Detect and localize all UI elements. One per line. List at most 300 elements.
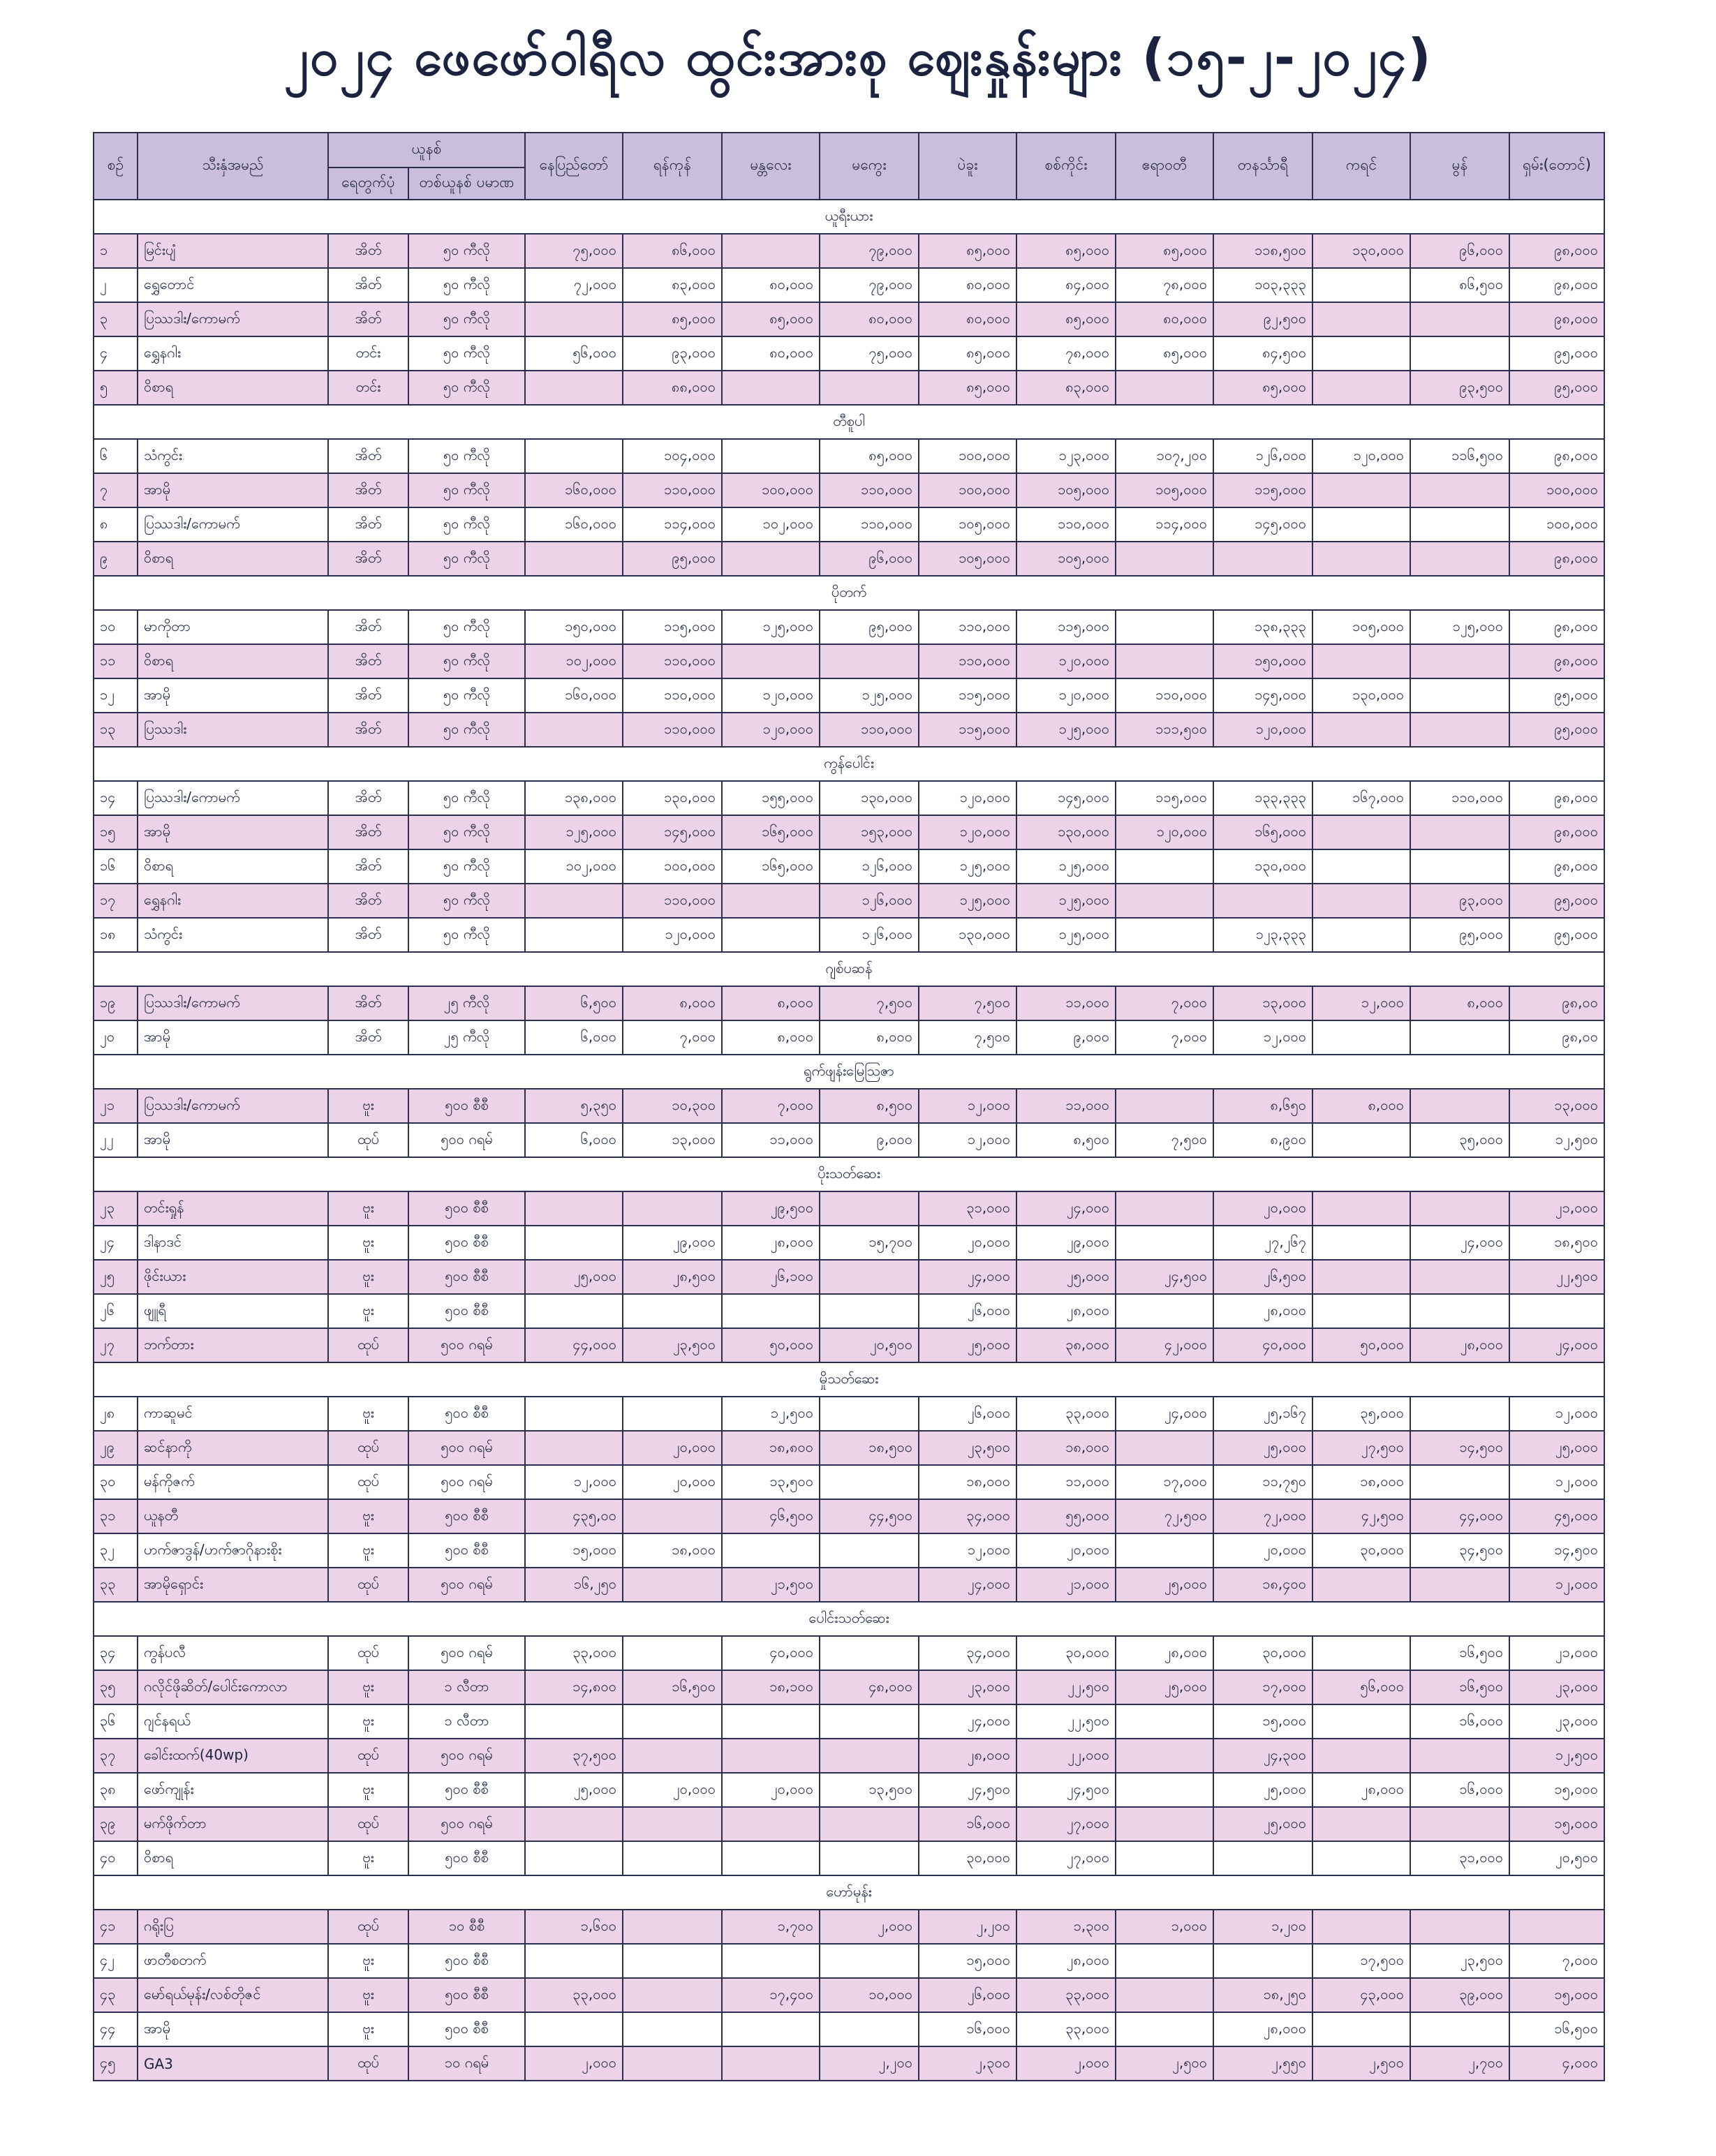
price-cell: ၁၄၅,၀၀၀ [623,815,722,849]
price-cell: ၃၀,၀၀၀ [1213,1636,1312,1670]
price-cell: ၃၇,၅၀၀ [525,1739,623,1773]
price-cell: ၂,၀၀၀ [1016,2046,1116,2081]
header-pack-type: ရေတွက်ပုံ [328,168,408,200]
pack-size: ၅၀ ကီလို [408,542,525,576]
price-cell: ၁၃,၅၀၀ [722,1465,820,1499]
price-cell: ၁၅,၀၀၀ [1509,1773,1604,1807]
price-cell: ၁၁၀,၀၀၀ [623,713,722,747]
row-number: ၄၄ [94,2012,138,2046]
price-cell [525,884,623,918]
price-cell [722,2046,820,2081]
price-cell [820,1944,919,1978]
price-cell [1116,371,1213,405]
price-cell: ၇,၀၀၀ [1116,986,1213,1020]
price-cell: ၉၃,၀၀၀ [623,336,722,371]
price-cell: ၈၆,၀၀၀ [623,234,722,268]
item-name: ဖာတီစတက် [138,1944,328,1978]
price-cell: ၂၀,၅၀၀ [820,1328,919,1362]
category-label: ရွက်ဖျန်းမြေဩဇာ [94,1055,1604,1089]
price-cell: ၆,၀၀၀ [525,1123,623,1157]
price-cell: ၁၁,၀၀၀ [722,1123,820,1157]
price-cell: ၂၃,၅၀၀ [919,1431,1016,1465]
price-cell: ၁၂,၀၀၀ [1509,1397,1604,1431]
header-market: ရန်ကုန် [623,133,722,200]
price-cell [623,2012,722,2046]
price-cell [623,1978,722,2012]
price-cell: ၁၅,၀၀၀ [1509,1978,1604,2012]
price-cell: ၂၅,၀၀၀ [1116,1670,1213,1704]
price-cell: ၁၁၀,၀၀၀ [820,507,919,542]
price-cell: ၁၂၅,၀၀၀ [919,849,1016,884]
row-number: ၁၉ [94,986,138,1020]
price-cell: ၁၈,၀၀၀ [623,1533,722,1568]
item-name: ခေါင်းထက်(40wp) [138,1739,328,1773]
price-cell: ၁၀၄,၀၀၀ [623,439,722,473]
row-number: ၁၄ [94,781,138,815]
price-cell: ၁၁၈,၅၀၀ [1213,234,1312,268]
price-cell [1116,1978,1213,2012]
price-cell: ၁၂၃,၃၃၃ [1213,918,1312,952]
row-number: ၉ [94,542,138,576]
price-cell: ၂၈,၀၀၀ [1016,1294,1116,1328]
category-row [94,747,1604,781]
price-cell: ၉၅,၀၀၀ [1509,884,1604,918]
price-cell [1410,1020,1509,1055]
item-name: GA3 [138,2046,328,2081]
price-cell: ၁၂၅,၀၀၀ [1410,610,1509,644]
price-cell: ၁၈,၁၀၀ [722,1670,820,1704]
price-cell: ၂၈,၀၀၀ [722,1226,820,1260]
item-name: အာမို [138,1123,328,1157]
pack-type: ဗူး [328,1841,408,1875]
item-name: ဟက်ဇာဒွန်/ဟက်ဇာဂိုနားစိုး [138,1533,328,1568]
price-cell: ၁၀၅,၀၀၀ [1116,473,1213,507]
price-cell [820,1704,919,1739]
price-cell: ၉၂,၅၀၀ [1213,302,1312,336]
price-cell: ၈,၀၀၀ [820,1020,919,1055]
price-cell: ၂၈,၀၀၀ [1116,1636,1213,1670]
item-name: ရွှေနဂါး [138,884,328,918]
price-cell: ၂၃,၀၀၀ [1509,1670,1604,1704]
price-cell: ၈,၀၀၀ [722,986,820,1020]
price-cell [1116,2012,1213,2046]
price-cell: ၁၂၀,၀၀၀ [722,678,820,713]
price-cell: ၉၈,၀၀၀ [1509,849,1604,884]
pack-type: တင်း [328,371,408,405]
price-cell: ၂၅,၀၀၀ [1016,1260,1116,1294]
price-cell: ၈,၀၀၀ [1410,986,1509,1020]
item-name: ဖိုင်းယား [138,1260,328,1294]
table-row [94,986,1604,1020]
price-cell [1213,542,1312,576]
table-row [94,1089,1604,1123]
item-name: မော်ရယ်မုန်း/လစ်တိုဇင် [138,1978,328,2012]
page-title: ၂၀၂၄ ဖေဖော်ဝါရီလ ထွင်းအားစု ဈေးနှုန်းများ (၁၅-၂-၂၀၂၄) [283,28,1433,87]
pack-size: ၅၀၀ စီစီ [408,1260,525,1294]
header-market: ဧရာဝတီ [1116,133,1213,200]
price-cell [525,1226,623,1260]
pack-size: ၅၀၀ စီစီ [408,1944,525,1978]
row-number: ၂၀ [94,1020,138,1055]
pack-size: ၅၀၀ စီစီ [408,1773,525,1807]
table-row [94,781,1604,815]
price-cell: ၂၈,၀၀၀ [1016,1944,1116,1978]
price-cell: ၄၂,၅၀၀ [1312,1499,1410,1533]
price-cell: ၇,၀၀၀ [1116,1020,1213,1055]
pack-type: ထုပ် [328,1465,408,1499]
pack-type: အိတ် [328,268,408,302]
row-number: ၃၃ [94,1568,138,1602]
category-row [94,1055,1604,1089]
price-cell [1410,1910,1509,1944]
item-name: ဆင်နာကို [138,1431,328,1465]
price-cell [1213,884,1312,918]
price-cell: ၁၀၀,၀၀၀ [919,439,1016,473]
pack-size: ၅၀၀ စီစီ [408,1226,525,1260]
price-cell [1410,1807,1509,1841]
price-cell [1116,918,1213,952]
row-number: ၂၇ [94,1328,138,1362]
price-cell: ၂၅,၀၀၀ [1213,1773,1312,1807]
price-cell: ၃၃,၀၀၀ [1016,1397,1116,1431]
price-cell: ၈၅,၀၀၀ [722,302,820,336]
price-cell: ၂၈,၅၀၀ [623,1260,722,1294]
price-cell: ၁၆၅,၀၀၀ [1213,815,1312,849]
price-cell: ၂၈,၀၀၀ [919,1739,1016,1773]
price-cell: ၈၅,၀၀၀ [919,234,1016,268]
pack-size: ၅၀ ကီလို [408,918,525,952]
price-cell [1312,884,1410,918]
price-cell [1312,268,1410,302]
price-cell [1116,1841,1213,1875]
price-cell: ၁၂၃,၀၀၀ [1016,439,1116,473]
pack-size: ၅၀၀ စီစီ [408,1533,525,1568]
pack-type: ဗူး [328,1944,408,1978]
price-cell [722,918,820,952]
row-number: ၃၇ [94,1739,138,1773]
price-cell [525,713,623,747]
price-cell: ၇,၀၀၀ [722,1089,820,1123]
price-cell: ၁၂၅,၀၀၀ [1016,713,1116,747]
price-cell: ၁၆,၀၀၀ [1410,1773,1509,1807]
price-cell [525,1704,623,1739]
table-row [94,849,1604,884]
table-row [94,234,1604,268]
price-cell: ၄၄,၀၀၀ [525,1328,623,1362]
pack-type: အိတ် [328,302,408,336]
header-row-top [94,133,1604,168]
price-cell: ၈၅,၀၀၀ [919,336,1016,371]
pack-type: ဗူး [328,1499,408,1533]
pack-type: ထုပ် [328,1807,408,1841]
price-cell: ၄၆,၅၀၀ [722,1499,820,1533]
row-number: ၁၈ [94,918,138,952]
price-cell: ၂၅,၀၀၀ [525,1260,623,1294]
price-cell: ၁၁,၇၅၀ [1213,1465,1312,1499]
category-row [94,952,1604,986]
price-cell: ၄၃,၀၀၀ [1312,1978,1410,2012]
price-cell [623,1499,722,1533]
price-cell: ၃၃,၀၀၀ [1016,1978,1116,2012]
header-market: တနင်္သာရီ [1213,133,1312,200]
row-number: ၂၃ [94,1191,138,1226]
price-cell: ၈၄,၀၀၀ [1016,268,1116,302]
price-cell: ၁၁၀,၀၀၀ [1410,781,1509,815]
price-cell: ၁၇,၄၀၀ [722,1978,820,2012]
pack-size: ၅၀ ကီလို [408,234,525,268]
price-cell: ၂၅,၀၀၀ [1116,1568,1213,1602]
category-label: ပေါင်းသတ်ဆေး [94,1602,1604,1636]
price-cell [820,1397,919,1431]
pack-size: ၂၅ ကီလို [408,1020,525,1055]
price-cell [1410,713,1509,747]
price-cell: ၁၃,၅၀၀ [820,1773,919,1807]
pack-type: အိတ် [328,849,408,884]
price-cell [623,1636,722,1670]
price-cell: ၈,၀၀၀ [1312,1089,1410,1123]
table-row [94,473,1604,507]
price-cell: ၂၂,၅၀၀ [1016,1704,1116,1739]
price-cell [1312,1260,1410,1294]
pack-type: အိတ် [328,986,408,1020]
price-cell: ၁၀၂,၀၀၀ [525,644,623,678]
row-number: ၃၀ [94,1465,138,1499]
price-cell [1116,1294,1213,1328]
price-cell [623,1841,722,1875]
price-cell: ၂၀,၀၀၀ [722,1773,820,1807]
pack-size: ၅၀၀ စီစီ [408,1294,525,1328]
price-cell: ၁၃,၀၀၀ [1213,986,1312,1020]
price-cell: ၁၂၆,၀၀၀ [1213,439,1312,473]
price-cell: ၁၂၀,၀၀၀ [1213,713,1312,747]
price-cell: ၁၂,၀၀၀ [1312,986,1410,1020]
table-row [94,1465,1604,1499]
price-cell: ၉၈,၀၀၀ [1509,302,1604,336]
price-cell: ၁၂၅,၀၀၀ [525,815,623,849]
price-cell [722,1533,820,1568]
price-cell [1410,507,1509,542]
row-number: ၄၃ [94,1978,138,2012]
price-cell: ၇,၀၀၀ [623,1020,722,1055]
price-cell: ၂၇,၀၀၀ [1016,1841,1116,1875]
price-cell: ၁,၇၀၀ [722,1910,820,1944]
item-name: ပြဿဒါး/ကောမက် [138,507,328,542]
price-cell: ၂,၀၀၀ [525,2046,623,2081]
price-cell: ၅၀,၀၀၀ [722,1328,820,1362]
price-cell: ၁၃၀,၀၀၀ [1213,849,1312,884]
pack-size: ၅၀ ကီလို [408,849,525,884]
price-cell: ၇,၅၀၀ [919,1020,1016,1055]
price-cell: ၈၅,၀၀၀ [623,302,722,336]
table-row [94,713,1604,747]
table-row [94,1739,1604,1773]
price-cell: ၁၂,၅၀၀ [722,1397,820,1431]
price-cell [1410,1260,1509,1294]
price-cell: ၁၅၀,၀၀၀ [1213,644,1312,678]
pack-type: အိတ် [328,542,408,576]
price-cell [525,1397,623,1431]
table-row [94,2012,1604,2046]
pack-type: အိတ် [328,918,408,952]
price-cell [1312,1123,1410,1157]
price-cell: ၂,၂၀၀ [919,1910,1016,1944]
price-cell: ၂,၀၀၀ [820,1910,919,1944]
pack-size: ၅၀၀ ဂရမ် [408,1739,525,1773]
price-cell: ၁၆၅,၀၀၀ [722,849,820,884]
table-row [94,1841,1604,1875]
price-cell: ၈၀,၀၀၀ [919,268,1016,302]
price-cell [1312,336,1410,371]
row-number: ၃၈ [94,1773,138,1807]
price-cell: ၉၅,၀၀၀ [1509,678,1604,713]
price-cell: ၂,၅၅၀ [1213,2046,1312,2081]
price-cell [1116,542,1213,576]
price-cell: ၉,၀၀၀ [820,1123,919,1157]
price-cell: ၃၅,၀၀၀ [1410,1123,1509,1157]
item-name: ယူနတီ [138,1499,328,1533]
price-cell: ၁၂၆,၀၀၀ [820,884,919,918]
price-cell: ၁၁၄,၀၀၀ [1116,507,1213,542]
price-cell [1410,644,1509,678]
pack-size: ၅၀ ကီလို [408,302,525,336]
price-cell: ၂၀,၀၀၀ [623,1773,722,1807]
price-cell [1116,1533,1213,1568]
price-cell [722,1294,820,1328]
price-cell: ၁၂၀,၀၀၀ [1016,644,1116,678]
price-cell: ၂၅,၀၀၀ [1509,1431,1604,1465]
price-cell [1116,1089,1213,1123]
price-cell: ၁၈,၀၀၀ [1312,1465,1410,1499]
table-body [94,200,1604,2081]
price-cell [1116,610,1213,644]
price-cell [1116,849,1213,884]
row-number: ၂၄ [94,1226,138,1260]
price-cell: ၁၃,၀၀၀ [1509,1089,1604,1123]
price-cell: ၇၈,၀၀၀ [1116,268,1213,302]
price-cell: ၈၅,၀၀၀ [919,371,1016,405]
price-cell: ၂၆,၁၀၀ [722,1260,820,1294]
price-cell: ၈,၅၀၀ [1016,1123,1116,1157]
price-cell [525,1294,623,1328]
price-cell: ၂၁,၅၀၀ [722,1568,820,1602]
price-cell [722,371,820,405]
price-cell: ၂၅,၀၀၀ [1213,1431,1312,1465]
price-cell [1410,336,1509,371]
pack-size: ၅၀၀ စီစီ [408,1089,525,1123]
pack-size: ၅၀၀ ဂရမ် [408,1807,525,1841]
price-cell [820,1465,919,1499]
price-cell: ၂၅,၀၀၀ [1213,1807,1312,1841]
pack-type: အိတ် [328,644,408,678]
item-name: မက်ဖိုက်တာ [138,1807,328,1841]
price-cell: ၁၃၀,၀၀၀ [820,781,919,815]
price-cell [722,234,820,268]
pack-size: ၁၀ ဂရမ် [408,2046,525,2081]
table-row [94,1773,1604,1807]
price-cell [722,1807,820,1841]
price-cell [623,1910,722,1944]
price-cell [1410,302,1509,336]
category-row [94,405,1604,439]
pack-type: ထုပ် [328,2046,408,2081]
table-row [94,1944,1604,1978]
price-cell: ၁၁,၀၀၀ [1016,1089,1116,1123]
price-cell [820,1260,919,1294]
price-cell [722,439,820,473]
price-cell: ၄၂,၀၀၀ [1116,1328,1213,1362]
price-cell: ၈,၀၀၀ [722,1020,820,1055]
pack-type: ဗူး [328,1191,408,1226]
price-cell [1312,507,1410,542]
price-cell [1312,371,1410,405]
category-label: ဟော်မုန်း [94,1875,1604,1910]
price-cell: ၇၅,၀၀၀ [525,234,623,268]
price-cell [722,884,820,918]
price-cell: ၇၉,၀၀၀ [820,234,919,268]
category-label: ယူရီးယား [94,200,1604,234]
pack-size: ၅၀ ကီလို [408,507,525,542]
price-cell: ၁၅,၀၀၀ [1213,1704,1312,1739]
category-label: တီစူပါ [94,405,1604,439]
price-cell: ၁၃,၀၀၀ [623,1123,722,1157]
price-cell: ၁၂၅,၀၀၀ [820,678,919,713]
price-cell: ၁၀၃,၃၃၃ [1213,268,1312,302]
pack-type: ဗူး [328,1397,408,1431]
price-cell: ၁၀၀,၀၀၀ [623,849,722,884]
item-name: ပြဿဒါး/ကောမက် [138,781,328,815]
item-name: ဝိစာရ [138,644,328,678]
price-cell: ၈၅,၀၀၀ [1016,234,1116,268]
price-cell: ၂၄,၅၀၀ [1116,1260,1213,1294]
price-cell: ၁၁၀,၀၀၀ [1116,678,1213,713]
price-cell: ၁၂၆,၀၀၀ [820,849,919,884]
pack-type: ဗူး [328,2012,408,2046]
price-cell: ၂၃,၀၀၀ [1509,1704,1604,1739]
price-cell: ၄၀,၀၀၀ [1213,1328,1312,1362]
price-cell [1312,542,1410,576]
header-market: ရှမ်း(တောင်) [1509,133,1604,200]
price-cell: ၃၀,၀၀၀ [1312,1533,1410,1568]
price-cell [1509,1294,1604,1328]
item-name: အာမို [138,2012,328,2046]
pack-type: အိတ် [328,713,408,747]
price-cell: ၁၁၁,၅၀၀ [1116,713,1213,747]
price-cell [820,1294,919,1328]
price-cell: ၃၄,၀၀၀ [919,1499,1016,1533]
price-cell: ၁၁,၀၀၀ [1016,1465,1116,1499]
row-number: ၃၂ [94,1533,138,1568]
price-cell: ၁၂,၀၀၀ [919,1123,1016,1157]
price-cell [1312,918,1410,952]
price-cell [1116,1226,1213,1260]
price-cell: ၃၁,၀၀၀ [919,1191,1016,1226]
pack-type: အိတ် [328,234,408,268]
price-cell: ၂၀,၀၀၀ [919,1226,1016,1260]
item-name: သံကွင်း [138,439,328,473]
pack-type: အိတ် [328,610,408,644]
price-cell: ၂၄,၅၀၀ [1016,1773,1116,1807]
table-row [94,1978,1604,2012]
table-row [94,336,1604,371]
price-cell: ၇၈,၀၀၀ [1016,336,1116,371]
price-cell: ၁၂၀,၀၀၀ [919,781,1016,815]
price-cell: ၁၆,၅၀၀ [1410,1636,1509,1670]
pack-size: ၅၀ ကီလို [408,884,525,918]
item-name: မာကိုတာ [138,610,328,644]
price-cell: ၉၃,၀၀၀ [1410,884,1509,918]
price-cell: ၁၂၅,၀၀၀ [1016,849,1116,884]
row-number: ၄၅ [94,2046,138,2081]
